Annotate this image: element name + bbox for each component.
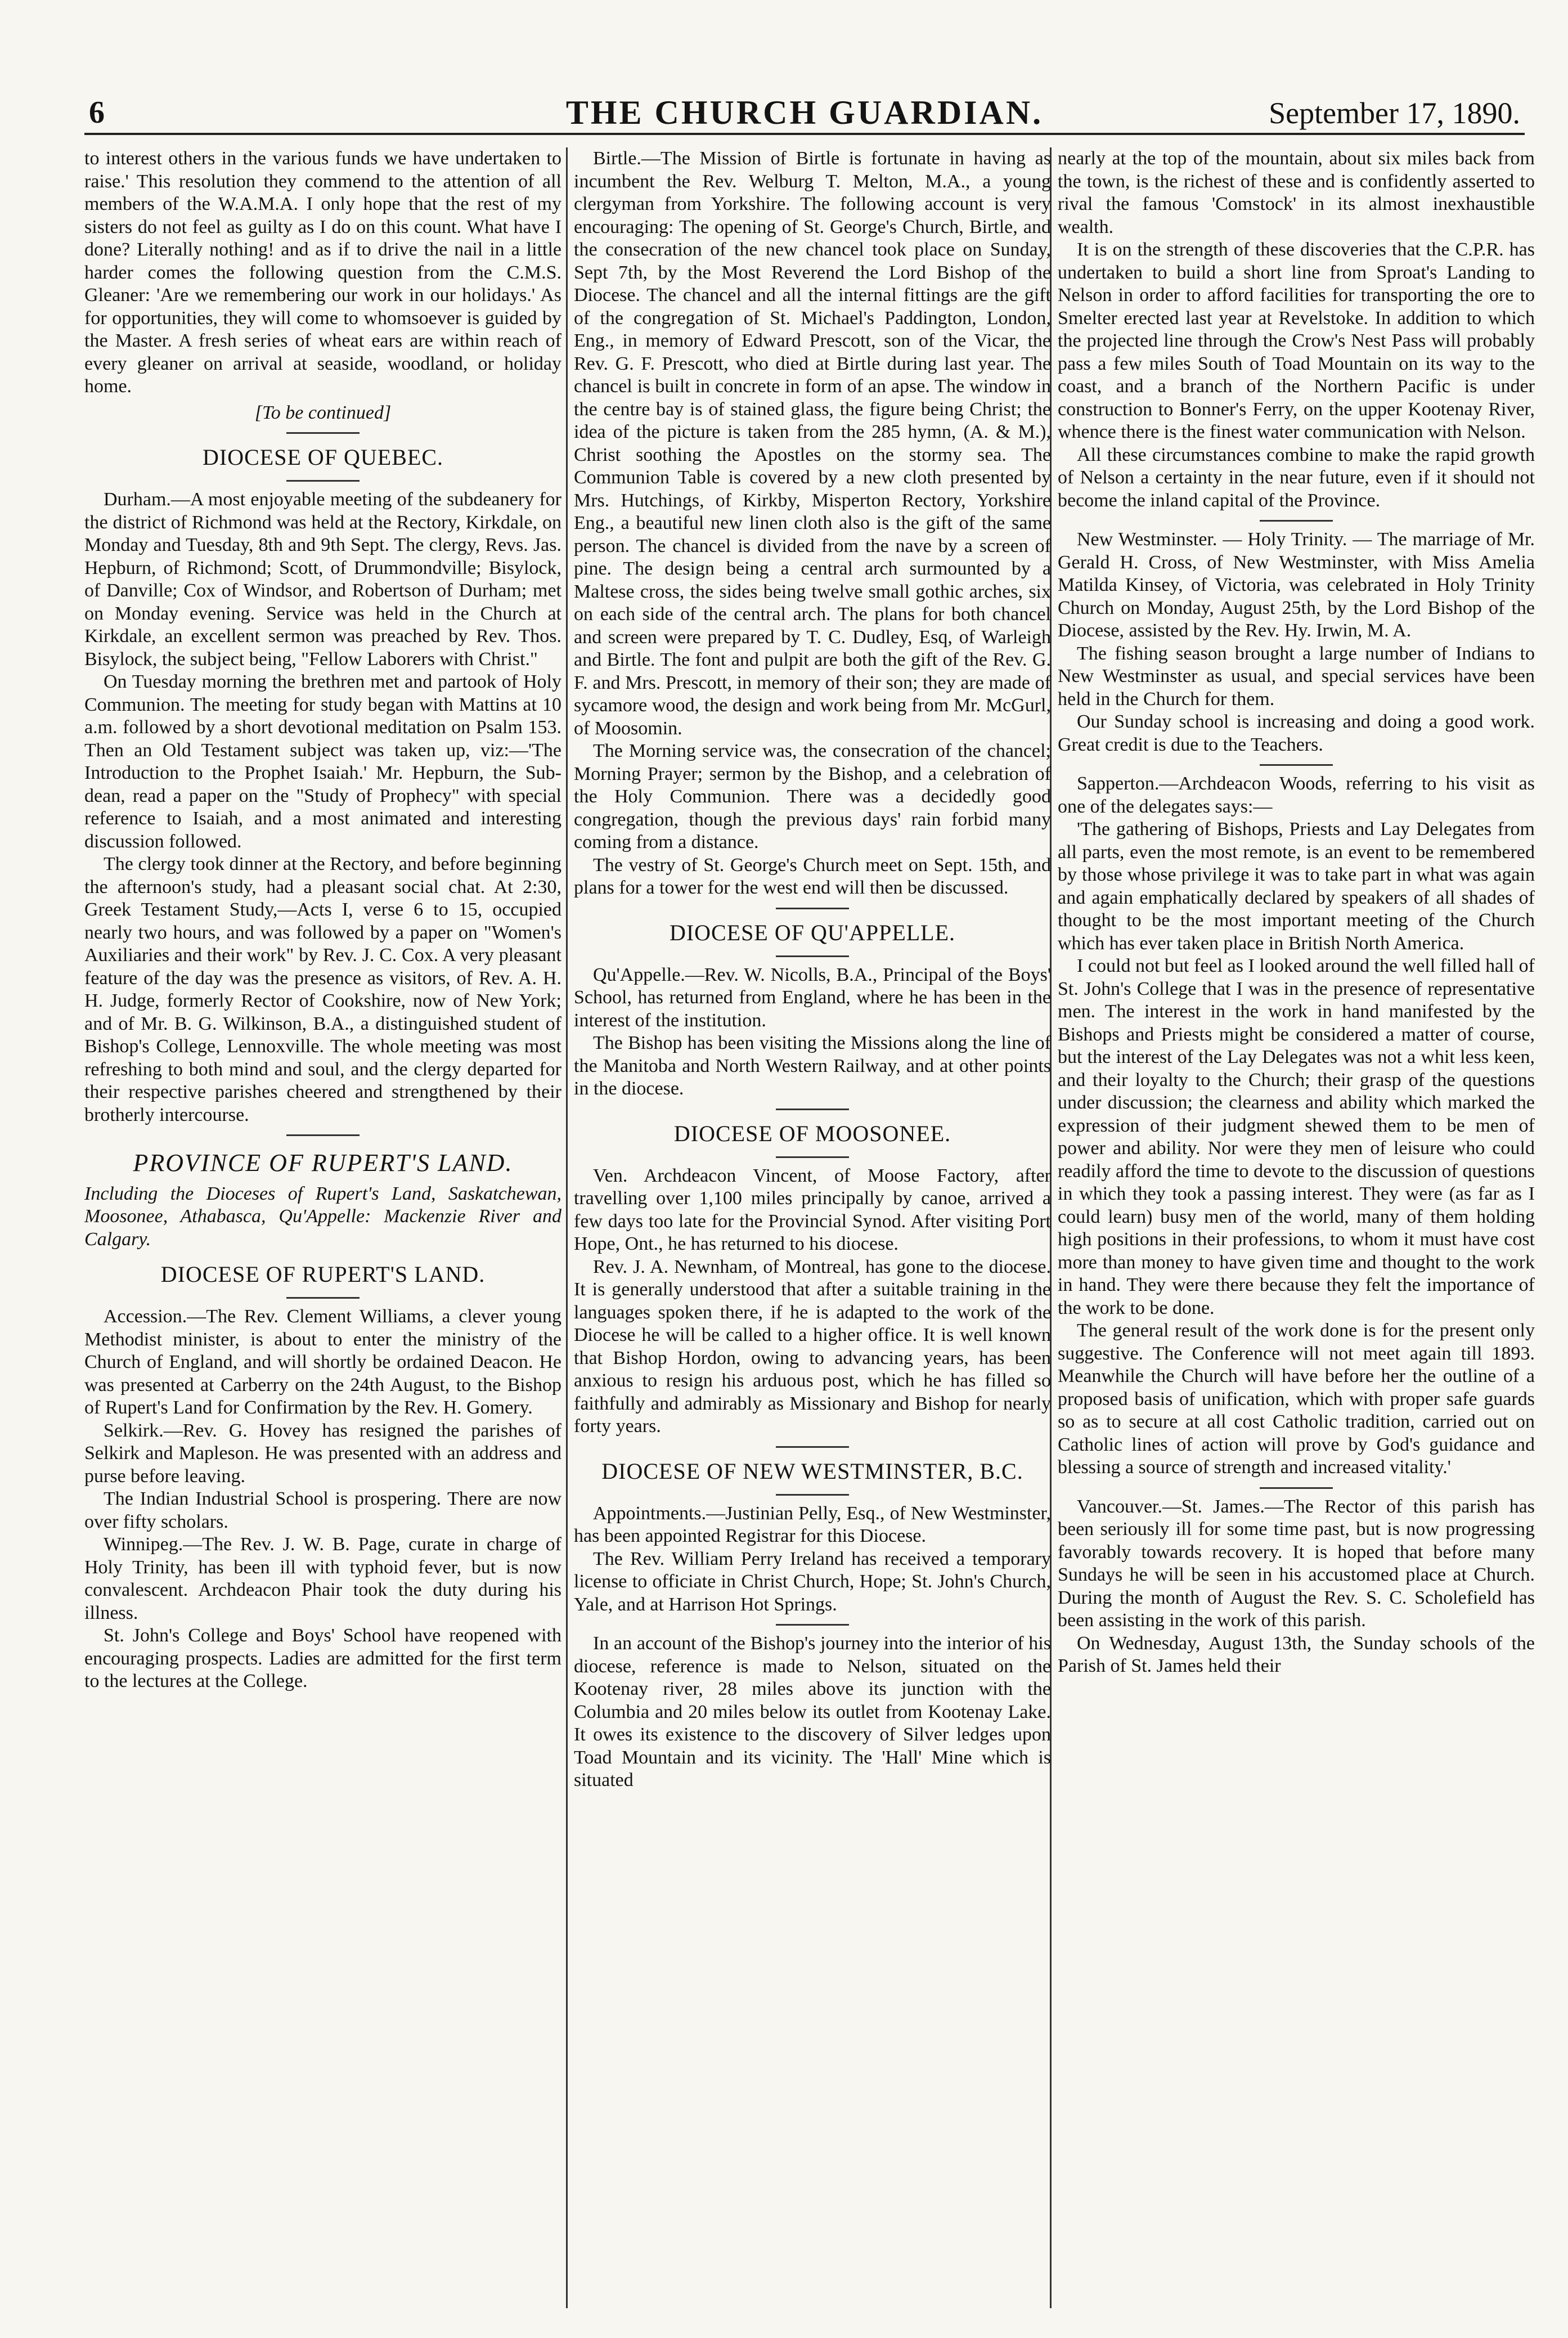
article-paragraph: St. John's College and Boys' School have reopened with encouraging prospects. Ladies are admitted for the first term to the lectures at the College. — [84, 1625, 561, 1691]
page-number: 6 — [89, 95, 105, 130]
divider — [776, 955, 849, 957]
article-paragraph: The Indian Industrial School is prospering. There are now over fifty scholars. — [84, 1488, 561, 1532]
divider — [776, 1109, 849, 1110]
divider — [1260, 520, 1333, 522]
masthead: THE CHURCH GUARDIAN. — [565, 94, 1044, 131]
divider — [286, 432, 360, 434]
divider — [776, 1624, 849, 1626]
column-1 — [84, 147, 561, 2308]
article-paragraph: Selkirk.—Rev. G. Hovey has resigned the parishes of Selkirk and Mapleson. He was presented with an address and purse before leaving. — [84, 1420, 561, 1487]
article-paragraph: The Morning service was, the consecration of the chancel; Morning Prayer; sermon by the Bishop, and a celebration of the Holy Communion. There was a decidedly good congregation, though the previous days' rain forbid many coming from a distance. — [574, 741, 1051, 852]
article-paragraph: On Tuesday morning the brethren met and partook of Holy Communion. The meeting for study began with Mattins at 10 a.m. followed by a short devotional meditation on Psalm 153. Then an Old Testament subject was taken up, viz:—'The Introduction to the Prophet Isaiah.' Mr. Hepburn, the Sub-dean, read a paper on the "Study of Prophecy" with special reference to Isaiah, and a most animated and interesting discussion followed. — [84, 671, 561, 852]
divider — [286, 1297, 360, 1299]
section-heading-quebec: DIOCESE OF QUEBEC. — [202, 445, 444, 470]
article-paragraph: Sapperton.—Archdeacon Woods, referring to his visit as one of the delegates says:— — [1058, 773, 1535, 817]
article-paragraph: I could not but feel as I looked around the well filled hall of St. John's College that I was in the presence of representative men. The interest in the work in hand manifested by the Bishops and Priests might be considered a matter of course, but the interest of the Lay Delegates was not a whit less keen, and their loyalty to the Church; their grasp of the questions under discussion; the clearness and ability which marked the expression of their judgment shewed them to be men of power and ability. Nor were they men of leisure who could readily afford the time to devote to the discussion of questions in which they took a passing interest. They were (as far as I could learn) busy men of the world, many of them holding high positions in their professions, to whom it must have cost more than money to have given time and thought to the work in hand. They were there because they felt the importance of the work to be done. — [1058, 955, 1535, 1318]
section-heading-moosonee: DIOCESE OF MOOSONEE. — [673, 1120, 951, 1146]
issue-date: September 17, 1890. — [1269, 96, 1520, 130]
article-paragraph: The clergy took dinner at the Rectory, and before beginning the afternoon's study, had a pleasant social chat. At 2:30, Greek Testament Study,—Acts I, verse 6 to 15, occupied nearly two hours, and was followed by a paper on "Women's Auxiliaries and their work" by Rev. J. C. Cox. A very pleasant feature of the day was the presence as visitors, of Rev. A. H. H. Judge, formerly Rector of Cookshire, now of New York; and of Mr. B. G. Wilkinson, B.A., a distinguished student of Bishop's College, Lennoxville. The whole meeting was most refreshing to both mind and soul, and the clergy departed for their respective parishes cheered and strengthened by their brotherly intercourse. — [84, 854, 561, 1125]
divider — [1260, 764, 1333, 766]
divider — [776, 908, 849, 909]
article-paragraph: On Wednesday, August 13th, the Sunday schools of the Parish of St. James held their — [1058, 1632, 1535, 1676]
section-heading-new-westminster: DIOCESE OF NEW WESTMINSTER, B.C. — [601, 1458, 1023, 1484]
article-paragraph: to interest others in the various funds we have undertaken to raise.' This resolution they commend to the attention of all members of the W.A.M.A. I only hope that the rest of my sisters do not feel as guilty as I do on this count. What have I done? Literally nothing! and as if to drive the nail in a little harder comes the following question from the C.M.S. Gleaner: 'Are we remembering our work in our holidays.' As for opportunities, they will come to whomsoever is guided by the Master. A fresh series of wheat ears are within reach of every gleaner on arrival at seaside, woodland, or holiday home. — [84, 148, 561, 397]
article-paragraph: Qu'Appelle.—Rev. W. Nicolls, B.A., Principal of the Boys' School, has returned from England, where he has been in the interest of the institution. — [574, 964, 1051, 1031]
province-heading: PROVINCE OF RUPERT'S LAND. — [133, 1149, 513, 1177]
article-paragraph: Vancouver.—St. James.—The Rector of this parish has been seriously ill for some time past, but is now progressing favorably towards recovery. It is hoped that before many Sundays he will be seen in his accustomed place at Church. During the month of August the Rev. S. C. Scholefield has been assisting in the work of this parish. — [1058, 1496, 1535, 1631]
article-paragraph: Rev. J. A. Newnham, of Montreal, has gone to the diocese. It is generally understood that after a suitable training in the languages spoken there, if he is adapted to the work of the Diocese he will be called to a higher office. It is well known that Bishop Hordon, owing to advancing years, has been anxious to resign his arduous post, which he has filled so faithfully and admirably as Missionary and Bishop for nearly forty years. — [574, 1256, 1051, 1437]
article-paragraph: In an account of the Bishop's journey into the interior of his diocese, reference is made to Nelson, situated on the Kootenay river, 28 miles above its junction with the Columbia and 20 miles below its outlet from Kootenay Lake. It owes its existence to the discovery of Silver ledges upon Toad Mountain and its vicinity. The 'Hall' Mine which is situated — [574, 1633, 1051, 1790]
divider — [286, 480, 360, 482]
divider — [776, 1156, 849, 1158]
article-paragraph: Birtle.—The Mission of Birtle is fortunate in having as incumbent the Rev. Welburg T. Melton, M.A., a young clergyman from Yorkshire. The following account is very encouraging: The opening of St. George's Church, Birtle, and the consecration of the new chancel took place on Sunday, Sept 7th, by the Most Reverend the Lord Bishop of the Diocese. The chancel and all the internal fittings are the gift of the congregation of St. Michael's Paddington, London, Eng., in memory of Edward Prescott, son of the Vicar, the Rev. G. F. Prescott, who died at Birtle during last year. The chancel is built in concrete in form of an apse. The window in the centre bay is of stained glass, the figure being Christ; the idea of the picture is taken from the 285 hymn, (A. & M.), Christ soothing the Apostles on the stormy sea. The Communion Table is covered by a new cloth presented by Mrs. Hutchings, of Kirkby, Misperton Rectory, Yorkshire Eng., a beautiful new linen cloth also is the gift of the same person. The chancel is divided from the nave by a screen of pine. The design being a central arch surmounted by a Maltese cross, the sides being twelve small gothic arches, six on each side of the central arch. The plans for both chancel and screen were prepared by T. C. Dudley, Esq, of Warleigh and Birtle. The font and pulpit are both the gift of the Rev. G. F. and Mrs. Prescott, in memory of their son; they are made of sycamore wood, the design and work being from Mr. McGurl, of Moosomin. — [574, 148, 1051, 739]
province-subheading: Including the Dioceses of Rupert's Land, Saskatchewan, Moosonee, Athabasca, Qu'Appelle: Mackenzie River and Calgary. — [84, 1183, 561, 1250]
article-paragraph: It is on the strength of these discoveries that the C.P.R. has undertaken to build a short line from Sproat's Landing to Nelson in order to afford facilities for transporting the ore to Smelter erected last year at Revelstoke. In addition to which the projected line through the Crow's Nest Pass will probably pass a few miles South of Toad Mountain on its way to the coast, and a branch of the Northern Pacific is under construction to Bonner's Ferry, on the upper Kootenay River, whence there is the finest water communication with Nelson. — [1058, 239, 1535, 442]
article-paragraph: Durham.—A most enjoyable meeting of the subdeanery for the district of Richmond was held at the Rectory, Kirkdale, on Monday and Tuesday, 8th and 9th Sept. The clergy, Revs. Jas. Hepburn, of Richmond; Scott, of Drummondville; Bisylock, of Danville; Cox of Windsor, and Robertson of Durham; met on Monday evening. Service was held in the Church at Kirkdale, an excellent sermon was preached by Rev. Thos. Bisylock, the subject being, "Fellow Laborers with Christ." — [84, 489, 561, 670]
article-paragraph: The Rev. William Perry Ireland has received a temporary license to officiate in Christ Church, Hope; St. John's Church, Yale, and at Harrison Hot Springs. — [574, 1548, 1051, 1615]
article-paragraph: All these circumstances combine to make the rapid growth of Nelson a certainty in the near future, even if it should not become the inland capital of the Province. — [1058, 444, 1535, 511]
article-paragraph: Ven. Archdeacon Vincent, of Moose Factory, after travelling over 1,100 miles principally by canoe, arrived a few days too late for the Provincial Synod. After visiting Port Hope, Ont., he has returned to his diocese. — [574, 1165, 1051, 1254]
page-header — [84, 90, 1525, 135]
article-paragraph: Winnipeg.—The Rev. J. W. B. Page, curate in charge of Holy Trinity, has been ill with typhoid fever, but is now convalescent. Archdeacon Phair took the duty during his illness. — [84, 1534, 561, 1623]
section-heading-ruperts-land: DIOCESE OF RUPERT'S LAND. — [160, 1262, 486, 1287]
article-paragraph: The general result of the work done is for the present only suggestive. The Conference will not meet again till 1893. Meanwhile the Church will have before her the outline of a proposed basis of unification, which with proper safe guards so as to secure at all cost Catholic tradition, carried out on Catholic lines of action will prove by God's guidance and blessing a source of strength and increased vitality.' — [1058, 1320, 1535, 1478]
article-paragraph: Appointments.—Justinian Pelly, Esq., of New Westminster, has been appointed Registrar for this Diocese. — [574, 1502, 1051, 1546]
article-paragraph: nearly at the top of the mountain, about six miles back from the town, is the richest of these and is confidently asserted to rival the famous 'Comstock' in its almost inexhaustible wealth. — [1058, 148, 1535, 237]
column-2 — [574, 147, 1051, 2308]
article-paragraph: 'The gathering of Bishops, Priests and Lay Delegates from all parts, even the most remote, is an event to be remembered by those whose privilege it was to take part in what was again and again emphatically declared by speakers of all shades of thought to be the most important meeting of the Church which has ever taken place in British North America. — [1058, 819, 1535, 954]
divider — [776, 1494, 849, 1496]
article-paragraph: Our Sunday school is increasing and doing a good work. Great credit is due to the Teachers. — [1058, 711, 1535, 755]
section-heading-quappelle: DIOCESE OF QU'APPELLE. — [669, 919, 956, 945]
article-paragraph: The Bishop has been visiting the Missions along the line of the Manitoba and North Western Railway, and at other points in the diocese. — [574, 1033, 1051, 1099]
to-be-continued: [To be continued] — [254, 402, 392, 423]
column-rule-left — [566, 147, 568, 2308]
article-paragraph: The fishing season brought a large number of Indians to New Westminster as usual, and special services have been held in the Church for them. — [1058, 643, 1535, 710]
article-paragraph: New Westminster. — Holy Trinity. — The marriage of Mr. Gerald H. Cross, of New Westminster, with Miss Amelia Matilda Kinsey, of Victoria, was celebrated in Holy Trinity Church on Monday, August 25th, by the Lord Bishop of the Diocese, assisted by the Rev. Hy. Irwin, M. A. — [1058, 529, 1535, 641]
divider — [286, 1134, 360, 1136]
divider — [776, 1446, 849, 1448]
divider — [1260, 1487, 1333, 1489]
article-paragraph: The vestry of St. George's Church meet on Sept. 15th, and plans for a tower for the west end will then be discussed. — [574, 854, 1051, 898]
article-paragraph: Accession.—The Rev. Clement Williams, a clever young Methodist minister, is about to enter the ministry of the Church of England, and will shortly be ordained Deacon. He was presented at Carberry on the 24th August, to the Bishop of Rupert's Land for Confirmation by the Rev. H. Gomery. — [84, 1306, 561, 1418]
column-3 — [1058, 147, 1535, 2308]
